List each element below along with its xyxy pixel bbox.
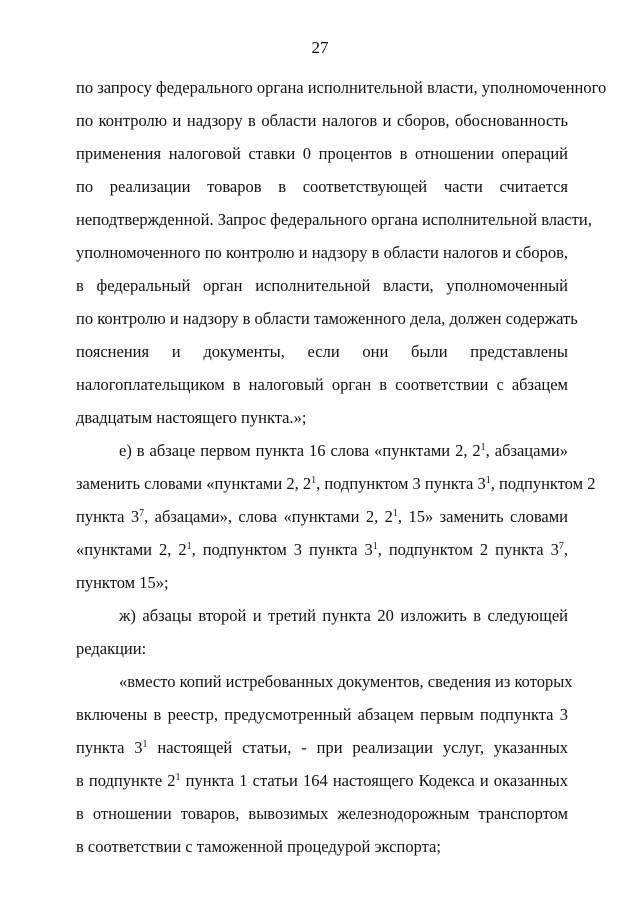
text-line: е) в абзаце первом пункта 16 слова «пунктами 2, $2^1$, абзацами» <box>119 441 568 460</box>
text-line: налогоплательщиком в налоговый орган в соответствии с абзацем <box>76 375 568 394</box>
text-line: применения налоговой ставки 0 процентов в отношении операций <box>76 144 568 163</box>
text-line: по запросу федерального органа исполнительной власти, уполномоченного <box>76 78 607 97</box>
text-line: «пунктами 2, $2^1$, подпунктом 3 пункта $3^1$, подпунктом 2 пункта $3^7$, <box>76 540 568 559</box>
text-line: по контролю и надзору в области налогов и сборов, обоснованность <box>76 111 568 130</box>
text-line: заменить словами «пунктами 2, $2^1$, подпунктом 3 пункта $3^1$, подпунктом 2 <box>76 474 596 493</box>
text-line: в подпункте $2^1$ пункта 1 статьи 164 настоящего Кодекса и оказанных <box>76 771 568 790</box>
text-line: пункта $3^7$, абзацами», слова «пунктами 2, $2^1$, 15» заменить словами <box>76 507 568 526</box>
text-line: в отношении товаров, вывозимых железнодорожным транспортом <box>76 804 568 823</box>
text-line: в федеральный орган исполнительной власти, уполномоченный <box>76 276 568 295</box>
text-line: пояснения и документы, если они были представлены <box>76 342 568 361</box>
text-line: пункта $3^1$ настоящей статьи, - при реализации услуг, указанных <box>76 738 568 757</box>
text-line: неподтвержденной. Запрос федерального органа исполнительной власти, <box>76 210 592 229</box>
text-line: уполномоченного по контролю и надзору в области налогов и сборов, <box>76 243 568 262</box>
text-line: редакции: <box>76 639 147 658</box>
text-line: по контролю и надзору в области таможенного дела, должен содержать <box>76 309 578 328</box>
text-line: в соответствии с таможенной процедурой экспорта; <box>76 837 441 856</box>
text-line: пунктом 15»; <box>76 573 169 592</box>
page-number: 27 <box>311 38 329 57</box>
text-line: ж) абзацы второй и третий пункта 20 изложить в следующей <box>119 606 568 625</box>
text-line: двадцатым настоящего пункта.»; <box>76 408 307 427</box>
text-line: «вместо копий истребованных документов, сведения из которых <box>119 672 573 691</box>
text-line: по реализации товаров в соответствующей части считается <box>76 177 568 196</box>
text-line: включены в реестр, предусмотренный абзацем первым подпункта 3 <box>76 705 568 724</box>
